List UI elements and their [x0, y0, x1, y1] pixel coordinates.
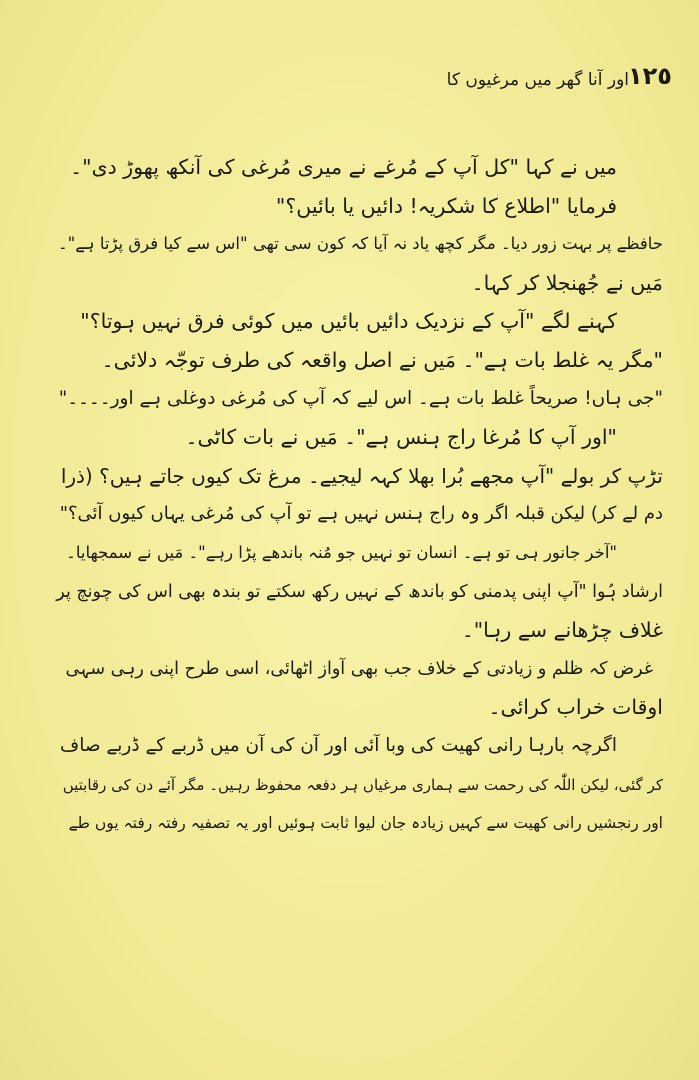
- text-line: ارشاد ہُوا "آپ اپنی پدمنی کو باندھ کے نہیں رکھ سکتے تو بندہ بھی اس کی چونچ پر: [56, 581, 663, 602]
- text-line: "جی ہاں! صریحاً غلط بات ہے۔ اس لیے کہ آپ کی مُرغی دوغلی ہے اور۔۔۔۔": [58, 387, 663, 409]
- text-line: مَیں نے جُھنجلا کر کہا۔: [471, 270, 663, 295]
- text-line: "اور آپ کا مُرغا راج ہنس ہے"۔ مَیں نے بات کاٹی۔: [185, 425, 617, 450]
- text-line: اوقات خراب کرائی۔: [488, 695, 663, 720]
- text-line: "مگر یہ غلط بات ہے"۔ مَیں نے اصل واقعہ کی طرف توجّہ دلائی۔: [101, 347, 663, 372]
- body-text: [56, 148, 663, 843]
- text-line: میں نے کہا "کل آپ کے مُرغے نے میری مُرغی کی آنکھ پھوڑ دی"۔: [70, 155, 617, 179]
- text-line: فرمایا "اطلاع کا شکریہ! دائیں یا بائیں؟": [275, 193, 617, 218]
- text-line: کر گئی، لیکن اللّٰہ کی رحمت سے ہماری مرغیاں ہر دفعہ محفوظ رہیں۔ مگر آئے دن کی رقابتیں: [62, 775, 663, 794]
- text-line: حافظے پر بہت زور دیا۔ مگر کچھ یاد نہ آیا کہ کون سی تھی "اس سے کیا فرق پڑتا ہے"۔: [57, 234, 663, 254]
- text-line: تڑپ کر بولے "آپ مجھے بُرا بھلا کہہ لیجیے۔ مرغ تک کیوں جاتے ہیں؟ (ذرا: [60, 463, 663, 488]
- text-line: کہنے لگے "آپ کے نزدیک دائیں بائیں میں کوئی فرق نہیں ہوتا؟": [80, 309, 617, 334]
- running-header: اور آنا گھر میں مرغیوں کا: [446, 70, 629, 90]
- text-line: دم لے کر) لیکن قبلہ اگر وہ راج ہنس نہیں ہے تو آپ کی مُرغی یہاں کیوں آئی؟": [59, 503, 663, 525]
- text-line: "آخر جانور ہی تو ہے۔ انسان تو نہیں جو مُنہ باندھے پڑا رہے"۔ مَیں نے سمجھایا۔: [66, 542, 617, 562]
- text-line: اگرچہ بارہا رانی کھیت کی وبا آئی اور آن کی آن میں ڈربے کے ڈربے صاف: [60, 734, 617, 756]
- text-line: اور رنجشیں رانی کھیت سے کہیں زیادہ جان لیوا ثابت ہوئیں اور یہ تصفیہ رفتہ رفتہ یوں طے: [68, 814, 663, 833]
- page-number: ١٢٥: [628, 62, 672, 90]
- text-line: غلاف چڑھانے سے رہا"۔: [461, 618, 663, 643]
- text-line: غرض کہ ظلم و زیادتی کے خلاف جب بھی آواز اٹھائی، اسی طرح اپنی رہی سہی: [65, 658, 653, 679]
